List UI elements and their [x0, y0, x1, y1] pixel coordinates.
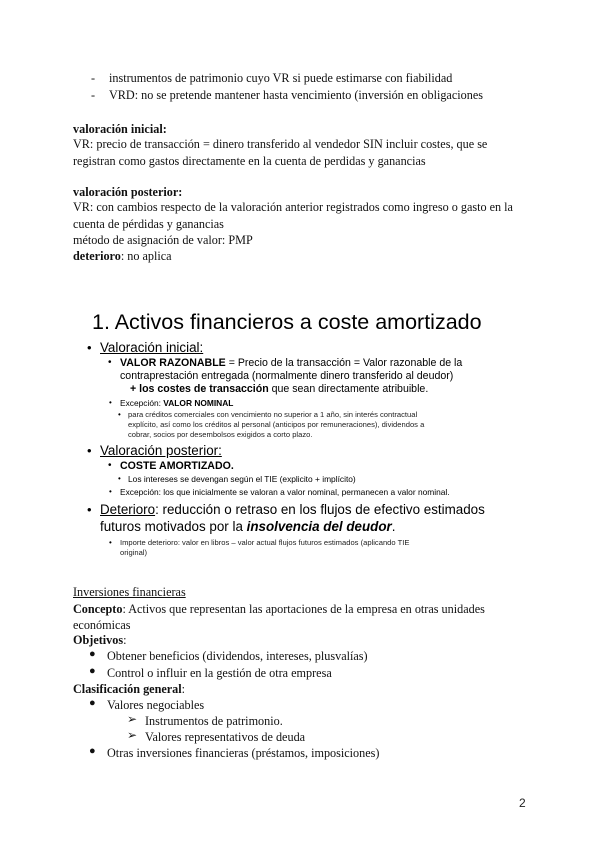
paragraph-line: VR: precio de transacción = dinero transferido al vendedor SIN incluir costes, que se	[73, 137, 488, 151]
slide-importe-line: Importe deterioro: valor en libros – valor actual flujos futuros estimados (aplicando TIE	[120, 538, 410, 547]
slide-deterioro-line2: futuros motivados por la insolvencia del deudor.	[100, 519, 396, 534]
list-item: - VRD: no se pretende mantener hasta vencimiento (inversión en obligaciones	[91, 88, 483, 102]
slide-intereses: Los intereses se devengan según el TIE (explicito + implícito)	[128, 474, 356, 484]
bullet-icon: •	[108, 460, 112, 471]
deterioro-line: deterioro: no aplica	[73, 249, 172, 263]
bullet-icon: ●	[89, 697, 96, 709]
sub-list-item: Instrumentos de patrimonio.	[145, 714, 283, 728]
bullet-icon: •	[87, 443, 92, 458]
bullet-icon: •	[109, 398, 112, 407]
valoracion-inicial-heading: valoración inicial:	[73, 122, 167, 136]
concepto-line: Concepto: Activos que representan las aportaciones de la empresa en otras unidades	[73, 602, 485, 616]
arrow-icon: ➢	[127, 728, 138, 742]
paragraph-line: VR: con cambios respecto de la valoración anterior registrados como ingreso o gasto en la	[73, 200, 513, 214]
objetivos-heading: Objetivos:	[73, 633, 127, 647]
bullet-icon: •	[87, 502, 92, 517]
slide-coste-amortizado: COSTE AMORTIZADO.	[120, 460, 234, 472]
bullet-icon: •	[118, 410, 121, 419]
list-item: - instrumentos de patrimonio cuyo VR si puede estimarse con fiabilidad	[91, 71, 453, 85]
slide-creditos-line: para créditos comerciales con vencimiento no superior a 1 año, sin interés contractual	[128, 410, 418, 419]
bullet-icon: •	[109, 487, 112, 496]
paragraph-line: cuenta de pérdidas y ganancias	[73, 217, 224, 231]
list-item: Obtener beneficios (dividendos, intereses, plusvalías)	[107, 649, 368, 663]
page-number: 2	[519, 796, 526, 810]
valoracion-posterior-heading: valoración posterior:	[73, 185, 183, 199]
bullet-icon: ●	[89, 745, 96, 757]
paragraph-line: registran como gastos directamente en la cuenta de perdidas y ganancias	[73, 154, 426, 168]
bullet-icon: •	[118, 474, 121, 483]
list-item: Valores negociables	[107, 698, 205, 712]
slide-creditos-line: explícito, así como los créditos al personal (anticipos por remuneraciones), dividendos a	[128, 420, 425, 429]
slide-importe-line: original)	[120, 548, 148, 557]
sub-list-item: Valores representativos de deuda	[145, 730, 306, 744]
clasificacion-heading: Clasificación general:	[73, 682, 186, 696]
arrow-icon: ➢	[127, 712, 138, 726]
paragraph-line: económicas	[73, 618, 131, 632]
list-item: Otras inversiones financieras (préstamos, imposiciones)	[107, 746, 380, 760]
slide-creditos-line: cobrar, socios por desembolsos exigidos a corto plazo.	[128, 430, 313, 439]
bullet-icon: •	[109, 538, 112, 547]
slide-title: 1. Activos financieros a coste amortizado	[92, 310, 482, 334]
bullet-icon: •	[87, 340, 92, 355]
slide-deterioro: Deterioro: reducción o retraso en los flujos de efectivo estimados	[100, 502, 485, 517]
slide-image	[78, 298, 528, 573]
inversiones-heading: Inversiones financieras	[73, 585, 186, 599]
slide-valoracion-inicial: Valoración inicial:	[100, 340, 204, 355]
slide-excepcion: Excepción: VALOR NOMINAL	[120, 398, 234, 408]
slide-valoracion-posterior: Valoración posterior:	[100, 443, 222, 458]
slide-vr-line2: contraprestación entregada (normalmente dinero transferido al deudor)	[120, 370, 454, 382]
slide-vr-line: VALOR RAZONABLE = Precio de la transacción = Valor razonable de la	[120, 357, 463, 369]
bullet-icon: ●	[89, 665, 96, 677]
slide-costes-line: + los costes de transacción que sean directamente atribuible.	[130, 383, 429, 395]
slide-excepcion2: Excepción: los que inicialmente se valoran a valor nominal, permanecen a valor nominal.	[120, 487, 450, 497]
paragraph-line: método de asignación de valor: PMP	[73, 233, 253, 247]
bullet-icon: •	[108, 357, 112, 368]
bullet-icon: ●	[89, 648, 96, 660]
list-item: Control o influir en la gestión de otra empresa	[107, 666, 332, 680]
